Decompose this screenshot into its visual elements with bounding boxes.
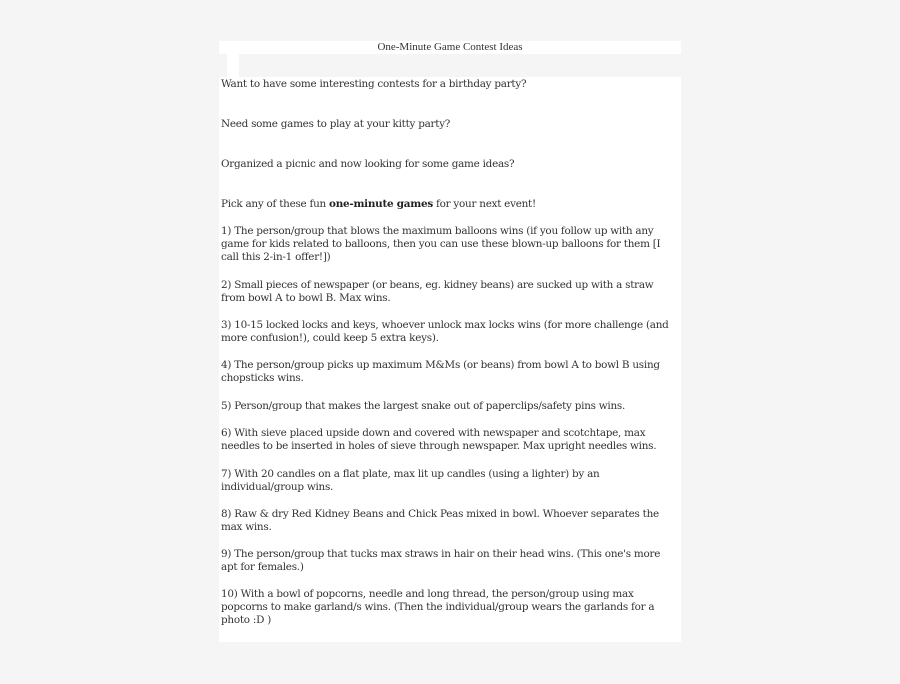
intro-line: Organized a picnic and now looking for some game ideas? [221, 158, 515, 170]
list-item: 5) Person/group that makes the largest snake out of paperclips/safety pins wins. [221, 400, 626, 412]
list-item: 10) With a bowl of popcorns, needle and long thread, the person/group using max popcorns to make garland/s wins. (Then the individual/group wears the garlands for a photo :D ) [221, 588, 655, 627]
pick-line-before: Pick any of these fun [221, 198, 330, 210]
pick-line-bold: one-minute games [329, 198, 433, 210]
list-item: 2) Small pieces of newspaper (or beans, eg. kidney beans) are sucked up with a straw from bowl A to bowl B. Max wins. [221, 279, 654, 305]
list-item: 9) The person/group that tucks max straws in hair on their head wins. (This one's more apt for females.) [221, 548, 661, 574]
list-item: 7) With 20 candles on a flat plate, max lit up candles (using a lighter) by an individual/group wins. [221, 468, 600, 494]
list-item: 8) Raw & dry Red Kidney Beans and Chick Peas mixed in bowl. Whoever separates the max wins. [221, 508, 659, 534]
list-item: 3) 10-15 locked locks and keys, whoever unlock max locks wins (for more challenge (and more confusion!), could keep 5 extra keys). [221, 319, 669, 345]
list-item: 4) The person/group picks up maximum M&Ms (or beans) from bowl A to bowl B using chopsticks wins. [221, 359, 660, 385]
intro-line: Want to have some interesting contests for a birthday party? [221, 78, 527, 90]
list-item: 6) With sieve placed upside down and covered with newspaper and scotchtape, max needles to be inserted in holes of sieve through newspaper. Max upright needles wins. [221, 427, 657, 453]
pick-line-after: for your next event! [432, 198, 536, 210]
intro-line: Need some games to play at your kitty party? [221, 118, 451, 130]
list-item: 1) The person/group that blows the maximum balloons wins (if you follow up with any game for kids related to balloons, then you can use these blown-up balloons for them [I call this 2-in-1 offer!]) [221, 225, 661, 264]
pick-line [221, 198, 679, 211]
page-margin-block [227, 54, 239, 77]
document-page [219, 77, 681, 642]
document-title: One-Minute Game Contest Ideas [219, 41, 681, 54]
